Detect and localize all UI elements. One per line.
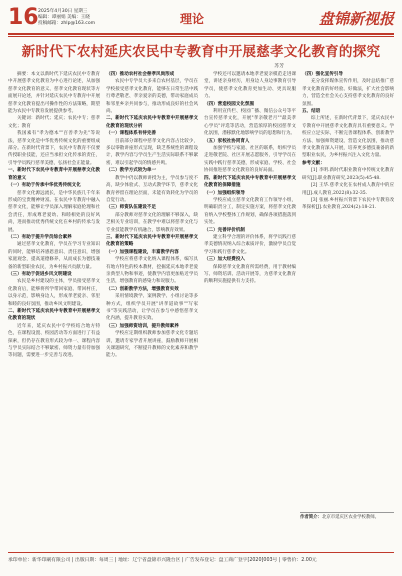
section-heading: （四）强化宣传引导 [302,72,343,77]
paragraph: 建立科学合理的评价体系，将学员践行慈孝美德情况纳入综合素质评价，激励学员自觉学习和践行慈孝文化。 [204,234,296,255]
paragraph: 教学中仍以教师讲授为主，学员参与度不高，缺少体验式、互动式教学环节，慈孝文化教育停留在理论层面，未能有效转化为学员的自觉行动。 [106,175,198,203]
header-meta [38,9,95,27]
author-bio [300,512,394,521]
page-footer: 承印单位：新华印刷有限公司 | 出版日期：每周三 | 地址：辽宁省盘锦市兴隆台区 | 广告发布登记：盘工商广登字[2020]003号 | 零售价：2.00元 [8,558,317,563]
column-3 [204,71,296,539]
paragraph: 部分教师对慈孝文化的理解不够深入，缺乏相关专业培训，在教学中难以将慈孝文化与专业技能教学有机融合，影响教育效果。 [106,212,198,233]
paragraph: 农民中专学员大多来自农村基层，学员在学校接受慈孝文化教育，能够在日常生活中践行尊老敬老、孝亲爱亲的美德，带动家庭成员和邻里乡亲共同参与，推动形成良好的社会风尚。 [106,79,198,115]
section-heading: 三、新时代下延庆农民中专教育中开展慈孝文化教育的策略 [106,234,198,248]
section-heading: （二）完善评价机制 [204,227,245,233]
author-bio-text: 北京市延庆区农业学校教师。 [321,515,380,520]
column-1 [8,71,100,539]
section-heading: （二）创新教学方法，增强教育实效 [106,286,179,292]
editor-line: 编辑：谭丽娟 美编：王晓 [38,15,90,20]
section-heading: 二、新时代下延庆农民中专教育中开展慈孝文化教育的现状分析 [106,116,198,129]
section-heading: 二、新时代下延庆农民中专教育中开展慈孝文化教育的现状 [8,309,100,322]
paragraph: 加强学校与家庭、社区的联系，组织学员走进敬老院、社区开展志愿服务，引导学员在实践中践行慈孝美德，形成家庭、学校、社会协同推进慈孝文化教育的良好局面。 [204,146,296,174]
paragraph: 充分发挥媒体宣传作用，及时总结推广慈孝文化教育的好经验、好做法，扩大社会影响力，营造全社会关心支持慈孝文化教育的良好氛围。 [302,79,394,107]
page-number: 16 [8,5,39,30]
section-heading: （五）家校社协同育人 [204,138,250,144]
section-heading: （二）有助于提升学员综合素养 [8,234,72,240]
paragraph: 慈孝文化源远流长，是中华民族几千年来形成的宝贵精神财富。在农民中专教育中融入慈孝文化，能够让学员深入理解家庭伦理和社会责任，形成尊老爱幼、和睦相处的良好风尚，进而推动优秀传统文化在乡村的传承与发展。 [8,190,100,233]
section-heading: （三）加强师资培训，提升教师素养 [106,323,179,329]
section-heading: （三）有助于促进乡风文明建设 [8,271,72,277]
email-line: 投稿邮箱：zhlp@163.com [38,21,96,26]
date-line: 2025年4月30日 星期三 [38,9,88,14]
section-heading: （二）教学方式较为单一 [106,168,157,174]
paragraph: 关键词：新时代；延庆；农民中专；慈孝文化；教育 [8,116,100,129]
section-heading: （一）课程体系有待完善 [106,131,157,137]
article-title: 新时代下农村延庆农民中专教育中开展慈孝文化教育的探究 [21,44,381,60]
header-rule-thin [8,36,394,37]
paragraph: 近年来，延庆农民中专学校结合地方特色，在课程设置、校园活动等方面进行了有益探索，但仍存在教育形式较为单一、课程内容与学员实际结合不够紧密、师资力量有待加强等问题，需要进一步完善与改进。 [8,323,100,359]
paragraph: 农民是乡村建设的主体，学员接受慈孝文化教育后，能够将所学带回家庭、带回村庄，以身示范，影响身边人，形成孝老爱亲、邻里和睦的良好氛围，推动乡风文明建设。 [8,279,100,307]
paragraph: 通过慈孝文化教育，学员在学习专业知识的同时，能够培养感恩意识、责任意识，增强家庭观念，提高道德修养，从而成长为德技兼备的新型职业农民，为乡村振兴贡献力量。 [8,242,100,270]
paragraph: 学校应成立慈孝文化教育工作领导小组，明确职责分工，制定实施方案，将慈孝文化教育纳入学校整体工作规划，确保各项措施落到实处。 [204,197,296,226]
section-heading: （一）加强课程建设，丰富教学内容 [106,249,179,255]
paragraph: 学校还可以邀请本地孝老爱亲模范走进课堂，讲述亲身经历，用身边人身边事教育引导学员，使慈孝文化教育更加生动、更具说服力。 [204,72,296,100]
paragraph: 学校应将慈孝文化纳入课程体系，编写具有地方特色的校本教材，挖掘延庆本地孝老爱亲典型人物和事迹，使教学内容更加贴近学员生活，增强教育的感染力和说服力。 [106,257,198,285]
section-heading: （四）营造校园文化氛围 [204,101,255,107]
author-bio-label: 作者简介： [300,515,322,520]
section-heading: （四）推动农村社会慈孝风尚形成 [106,72,175,77]
footer-rule [8,552,394,553]
section-heading: 四、新时代下延庆农民中专教育中开展慈孝文化教育的保障措施 [204,175,296,189]
paragraph: [3] 张丽.乡村振兴背景下农民中专教育改革探析[J].农业教育,2024(2):18-21. [302,197,394,211]
article-author: 苏芳 [274,64,284,69]
section-heading: （一）加强组织领导 [204,190,245,196]
paragraph: 目前部分课程中慈孝文化内容占比较少，多以零散讲座形式呈现，缺乏系统性的课程设计，教学内容与学员生产生活实际联系不够紧密，难以引起学员的情感共鸣。 [106,138,198,166]
header-rule-thick [8,33,394,35]
paragraph: 学校应定期组织教师参加慈孝文化专题培训，邀请专家学者开展讲座，鼓励教师开展相关课题研究，不断提升教师的文化素养和教学能力。 [106,331,198,359]
paragraph: 综上所述，在新时代背景下，延庆农民中专教育中开展慈孝文化教育具有重要意义。学校应立足实际，不断完善课程体系、创新教学方法、加强师资建设、营造文化氛围，推动慈孝文化教育深入开展，培养更多德技兼备的新型职业农民，为乡村振兴注入文化力量。 [302,116,394,159]
paragraph: 我国素有"孝为德本""百善孝为先"等说法，慈孝文化是中华优秀传统文化的重要组成部分。在新时代背景下，农民中专教育不仅要传授职业技能，还应当承担文化传承的责任，引导学员践行慈孝美德，弘扬社会正能量。 [8,131,100,166]
section-name: 理论 [180,12,205,26]
column-4 [302,71,394,539]
masthead-logo: 盘锦新视报 [318,10,394,28]
section-heading: （三）师资队伍建设不足 [106,205,157,211]
paragraph: 摘要：本文以新时代下延庆农民中专教育中开展慈孝文化教育为中心进行论述，从加强慈孝文化教育的意义、慈孝文化教育现状等方面展开论述，并针对延庆农民中专教育中开展慈孝文化教育提出可操作性的方法策略，期望能为农民中专教育发展提供参考。 [8,72,100,115]
paragraph: [1] 李明.新时代职业教育中传统文化教育研究[J].职业教育研究,2023(5):45-48. [302,168,394,181]
section-heading: 一、新时代下农民中专教育中开展慈孝文化教育的意义 [8,168,100,181]
section-heading: 参考文献： [302,160,325,166]
paragraph: 保障慈孝文化教育所需经费，用于教材编写、师资培训、活动开展等，为慈孝文化教育的顺利实施提供有力支持。 [204,264,296,285]
paragraph: 利用宣传栏、校园广播、微信公众号等平台宣传慈孝文化，开展"孝亲敬老月""最美孝心学员"评选等活动，营造浓厚的校园慈孝文化氛围，潜移默化地影响学员的思想和行为。 [204,109,296,137]
section-heading: 五、结语 [302,109,321,115]
article-body [8,71,394,539]
paragraph: [2] 王华.慈孝文化在农村成人教育中的应用[J].成人教育,2022(8):32-35. [302,183,394,196]
section-heading: （一）有助于传承中华优秀传统文化 [8,183,81,189]
section-heading: （三）加大经费投入 [204,257,245,263]
paragraph: 采用情境教学、案例教学、小组讨论等多种方式，组织学员开展"讲孝道故事""写家书"等实践活动，让学员在参与中感悟慈孝文化内涵，提升教育实效。 [106,294,198,322]
column-2 [106,71,198,539]
page-header [8,6,394,34]
